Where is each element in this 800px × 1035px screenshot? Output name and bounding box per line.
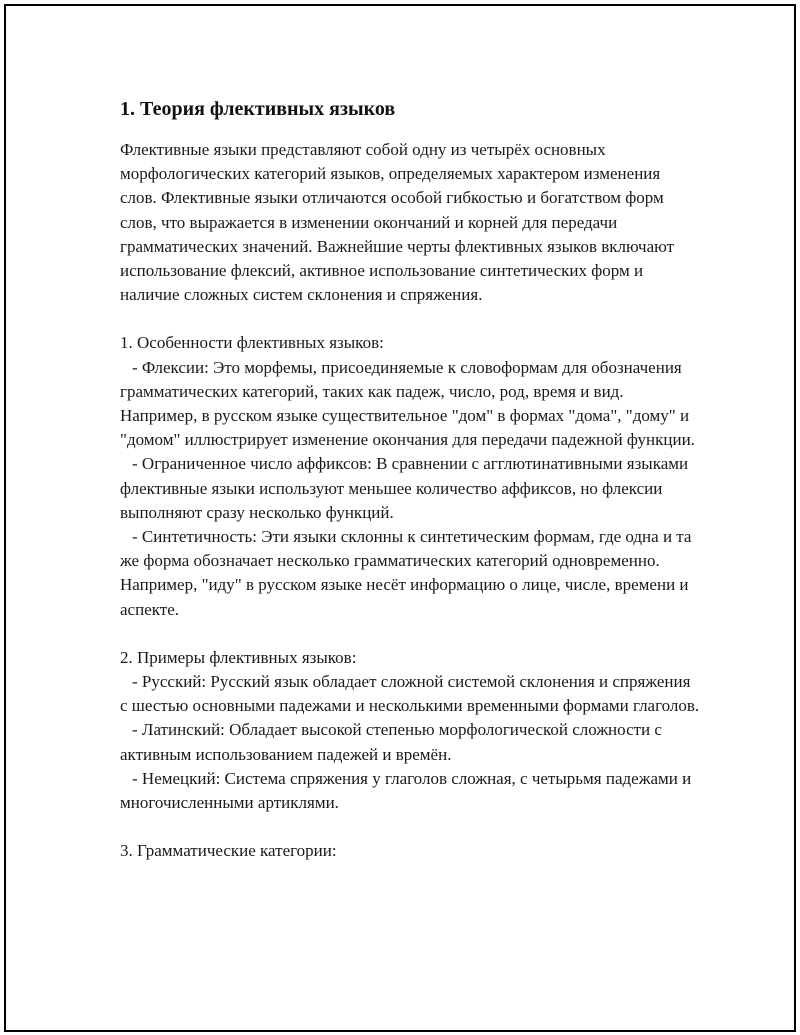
document-title: 1. Теория флективных языков <box>120 98 396 120</box>
page-frame <box>4 4 796 1032</box>
list-item: - Флексии: Это морфемы, присоединяемые к словоформам для обозначения грамматических категорий, таких как падеж, число, род, время и вид. Например, в русском языке существительное "дом" в формах "дома", "дому" и "домом" иллюстрирует изменение окончания для передачи падежной функции. <box>120 357 695 450</box>
section-heading: 3. Грамматические категории: <box>120 841 337 861</box>
section-examples <box>120 646 700 815</box>
section-heading: 2. Примеры флективных языков: <box>120 647 357 667</box>
intro-paragraph: Флективные языки представляют собой одну из четырёх основных морфологических категорий языков, определяемых характером изменения слов. Флективные языки отличаются особой гибкостью и богатством форм слов, что выражается в изменении окончаний и корней для передачи грамматических значений. Важнейшие черты флективных языков включают использование флексий, активное использование синтетических форм и наличие сложных систем склонения и спряжения. <box>120 140 675 305</box>
list-item: - Латинский: Обладает высокой степенью морфологической сложности с активным использованием падежей и времён. <box>120 720 662 764</box>
list-item: - Русский: Русский язык обладает сложной системой склонения и спряжения с шестью основными падежами и несколькими временными формами глаголов. <box>120 672 700 716</box>
list-item: - Немецкий: Система спряжения у глаголов сложная, с четырьмя падежами и многочисленными артиклями. <box>120 768 692 813</box>
list-item: - Ограниченное число аффиксов: В сравнении с агглютинативными языками флективные языки используют меньшее количество аффиксов, но флексии выполняют сразу несколько функций. <box>120 454 689 522</box>
section-features <box>120 331 700 621</box>
list-item: - Синтетичность: Эти языки склонны к синтетическим формам, где одна и та же форма обозначает несколько грамматических категорий одновременно. Например, "иду" в русском языке несёт информацию о лице, числе, времени и аспекте. <box>120 527 692 619</box>
section-heading: 1. Особенности флективных языков: <box>120 333 384 353</box>
document-body <box>120 96 700 887</box>
section-grammatical-categories <box>120 839 700 863</box>
